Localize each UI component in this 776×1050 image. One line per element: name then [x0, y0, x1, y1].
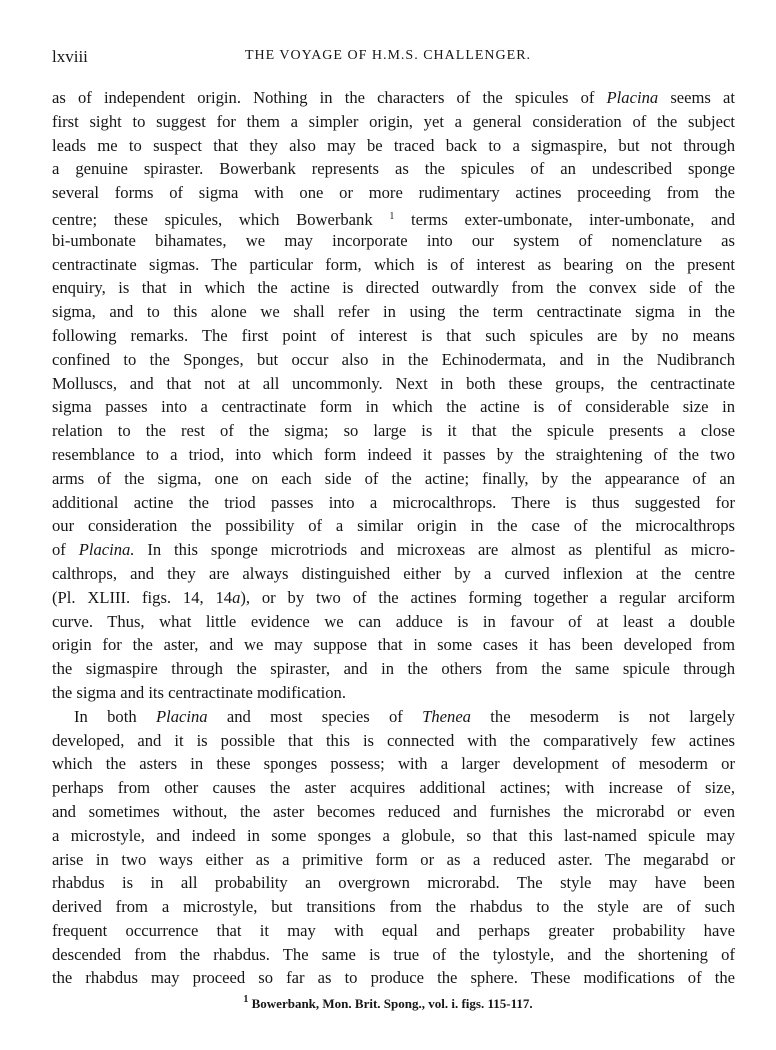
text-segment: In this sponge microtriods and microxeas are almost as plentiful as micro-	[134, 540, 735, 560]
text-segment: the sigma and its centractinate modification.	[52, 682, 346, 702]
text-line	[52, 181, 735, 205]
text-line	[52, 491, 735, 515]
italic-term: Placina	[606, 88, 659, 107]
text-line	[52, 824, 735, 848]
text-segment: first sight to suggest for them a simpler origin, yet a general consideration of the subject	[52, 111, 735, 131]
italic-term: Placina.	[78, 540, 135, 560]
text-segment: sigma passes into a centractinate form in which the actine is of considerable size in	[52, 397, 735, 417]
text-segment: several forms of sigma with one or more rudimentary actines proceeding from the	[52, 183, 735, 203]
text-segment: derived from a microstyle, but transitions from the rhabdus to the style are of such	[52, 897, 735, 917]
text-line	[52, 300, 735, 324]
text-segment: the sigmaspire through the spiraster, and in the others from the same spicule through	[52, 659, 735, 679]
text-line	[52, 395, 735, 419]
text-line	[52, 586, 735, 610]
text-segment: seems at	[658, 88, 736, 107]
text-segment: ), or by two of the actines forming together a regular arciform	[240, 587, 735, 607]
text-segment: perhaps from other causes the aster acquires additional actines; with increase of size,	[52, 778, 735, 798]
text-segment: relation to the rest of the sigma; so large is it that the spicule presents a close	[52, 421, 735, 441]
italic-term: Thenea	[422, 706, 471, 726]
text-segment: In both	[74, 706, 156, 726]
text-segment: the mesoderm is not largely	[470, 706, 735, 726]
text-line	[52, 562, 735, 586]
text-segment: bi-umbonate bihamates, we may incorporate into our system of nomenclature as	[52, 230, 735, 250]
text-line	[52, 966, 735, 990]
text-line	[52, 943, 735, 967]
running-title: THE VOYAGE OF H.M.S. CHALLENGER.	[244, 48, 532, 63]
text-line	[52, 657, 735, 681]
text-segment: additional actine the triod passes into a microcalthrops. There is thus suggested for	[52, 492, 735, 512]
text-segment: terms exter-umbonate, inter-umbonate, and	[394, 209, 735, 229]
text-line	[52, 705, 735, 729]
text-segment: and sometimes without, the aster becomes reduced and furnishes the microrabd or even	[52, 801, 735, 821]
text-line	[52, 157, 735, 181]
text-segment: of	[52, 540, 79, 560]
text-line	[52, 205, 735, 229]
text-line	[52, 324, 735, 348]
text-segment: developed, and it is possible that this is connected with the comparatively few actines	[52, 730, 735, 750]
text-segment: descended from the rhabdus. The same is true of the tylostyle, and the shortening of	[52, 944, 735, 964]
text-line	[52, 919, 735, 943]
text-line	[52, 229, 735, 253]
text-segment: rhabdus is in all probability an overgrown microrabd. The style may have been	[52, 873, 735, 893]
text-line	[52, 372, 735, 396]
text-segment: resemblance to a triod, into which form indeed it passes by the straightening of the two	[52, 444, 735, 464]
text-segment: the rhabdus may proceed so far as to produce the sphere. These modifications of the	[52, 968, 735, 988]
text-segment: which the asters in these sponges possess; with a larger development of mesoderm or	[52, 754, 735, 774]
text-segment: calthrops, and they are always distinguished either by a curved inflexion at the centre	[52, 563, 735, 583]
text-line	[52, 848, 735, 872]
text-line	[52, 895, 735, 919]
text-segment: a genuine spiraster. Bowerbank represents as the spicules of an undescribed sponge	[52, 159, 735, 179]
text-line	[52, 871, 735, 895]
text-line	[52, 253, 735, 277]
text-segment: arise in two ways either as a primitive form or as a reduced aster. The megarabd or	[52, 849, 735, 869]
text-segment: as of independent origin. Nothing in the characters of the spicules of	[52, 88, 607, 107]
footnote-reference: 1	[389, 210, 395, 222]
text-segment: centre; these spicules, which Bowerbank	[52, 209, 390, 229]
text-line	[52, 633, 735, 657]
text-segment: leads me to suspect that they also may be traced back to a sigmaspire, but not through	[52, 135, 735, 155]
text-segment: centractinate sigmas. The particular form, which is of interest as bearing on the present	[52, 254, 735, 274]
text-segment: Molluscs, and that not at all uncommonly. Next in both these groups, the centractinate	[52, 373, 735, 393]
text-segment: confined to the Sponges, but occur also in the Echinodermata, and in the Nudibranch	[52, 349, 735, 369]
text-segment: origin for the aster, and we may suppose that in some cases it has been developed from	[52, 635, 735, 655]
text-segment: arms of the sigma, one on each side of the actine; finally, by the appearance of an	[52, 468, 735, 488]
text-line	[52, 776, 735, 800]
text-line	[52, 514, 735, 538]
text-line	[52, 538, 735, 562]
text-line	[52, 419, 735, 443]
text-segment: following remarks. The first point of interest is that such spicules are by no means	[52, 325, 735, 345]
text-line	[52, 443, 735, 467]
text-line	[52, 467, 735, 491]
text-line	[52, 110, 735, 134]
text-segment: a microstyle, and indeed in some sponges a globule, so that this last-named spicule may	[52, 825, 735, 845]
text-segment: (Pl. XLIII. figs. 14, 14	[52, 587, 233, 607]
text-line	[52, 681, 735, 705]
text-segment: frequent occurrence that it may with equal and perhaps greater probability have	[52, 920, 735, 940]
text-line	[52, 86, 735, 110]
text-line	[52, 276, 735, 300]
text-line	[52, 729, 735, 753]
footnote-marker: 1	[243, 994, 249, 1005]
body-text	[52, 86, 735, 990]
text-line	[52, 348, 735, 372]
footnote-text: Bowerbank, Mon. Brit. Spong., vol. i. figs. 115-117.	[248, 996, 533, 1011]
text-segment: curve. Thus, what little evidence we can adduce is in favour of at least a double	[52, 611, 735, 631]
text-line	[52, 610, 735, 634]
text-segment: and most species of	[207, 706, 423, 726]
footnote	[0, 994, 776, 1012]
italic-term: Placina	[155, 706, 208, 726]
page-number: lxviii	[52, 47, 88, 66]
italic-term: a	[232, 587, 241, 607]
text-segment: sigma, and to this alone we shall refer in using the term centractinate sigma in the	[52, 302, 735, 322]
text-line	[52, 752, 735, 776]
text-segment: enquiry, is that in which the actine is directed outwardly from the convex side of the	[52, 278, 735, 298]
text-line	[52, 800, 735, 824]
text-line	[52, 134, 735, 158]
text-segment: our consideration the possibility of a similar origin in the case of the microcalthrops	[52, 516, 735, 536]
